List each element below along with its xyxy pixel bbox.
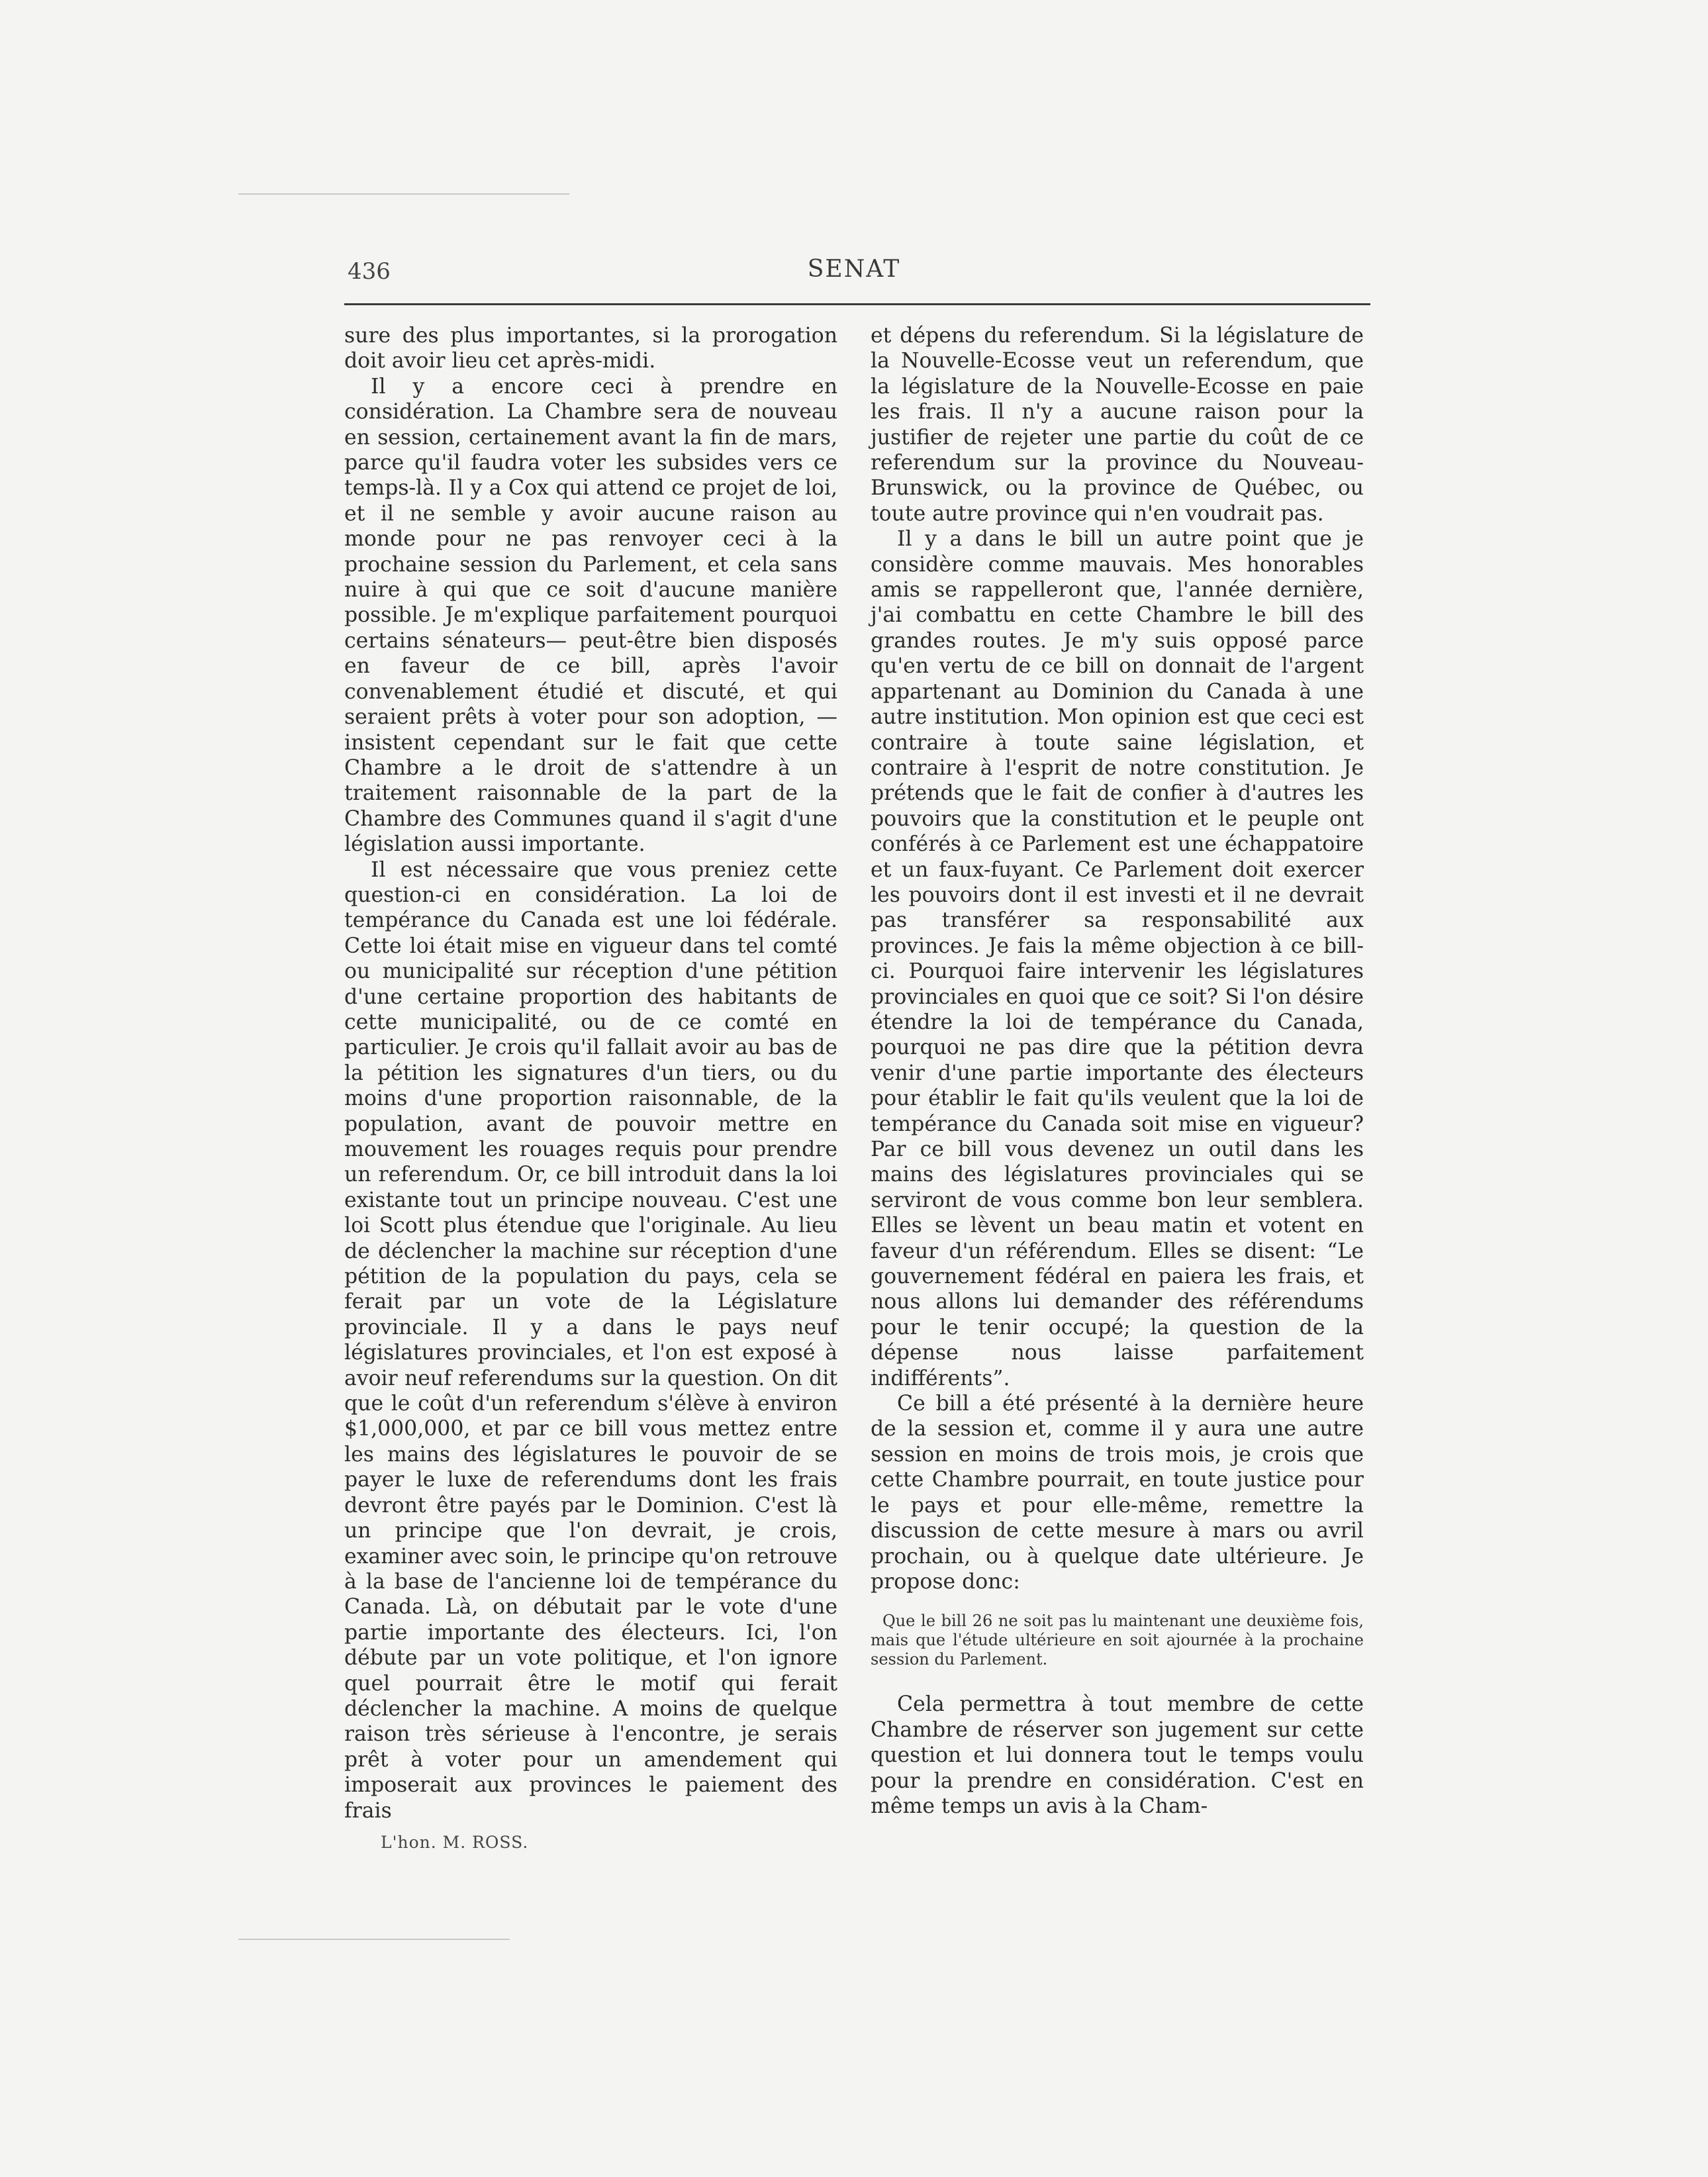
left-column	[344, 323, 837, 1823]
paragraph: Il est nécessaire que vous preniez cette question-ci en considération. La loi de tempérance du Canada est une loi fédérale. Cette loi était mise en vigueur dans tel comté ou municipalité sur réception d'une pétition d'une certaine proportion des habitants de cette municipalité, ou de ce comté en particulier. Je crois qu'il fallait avoir au bas de la pétition les signatures d'un tiers, ou du moins d'une proportion raisonnable, de la population, avant de pouvoir mettre en mouvement les rouages requis pour prendre un referendum. Or, ce bill introduit dans la loi existante tout un principe nouveau. C'est une loi Scott plus étendue que l'originale. Au lieu de déclencher la machine sur réception d'une pétition de la population du pays, cela se ferait par un vote de la Législature provinciale. Il y a dans le pays neuf législatures provinciales, et l'on est exposé à avoir neuf referendums sur la question. On dit que le coût d'un referendum s'élève à environ $1,000,000, et par ce bill vous mettez entre les mains des législatures le pouvoir de se payer le luxe de referendums dont les frais devront être payés par le Dominion. C'est là un principe que l'on devrait, je crois, examiner avec soin, le principe qu'on retrouve à la base de l'ancienne loi de tempérance du Canada. Là, on débutait par le vote d'une partie importante des électeurs. Ici, l'on débute par un vote politique, et l'on ignore quel pourrait être le motif qui ferait déclencher la machine. A moins de quelque raison très sérieuse à l'encontre, je serais prêt à voter pour un amendement qui imposerait aux provinces le paiement des frais	[344, 857, 837, 1823]
paragraph: et dépens du referendum. Si la législature de la Nouvelle-Ecosse veut un referendum, que la législature de la Nouvelle-Ecosse en paie les frais. Il n'y a aucune raison pour la justifier de rejeter une partie du coût de ce referendum sur la province du Nouveau-Brunswick, ou la province de Québec, ou toute autre province qui n'en voudrait pas.	[871, 324, 1364, 526]
scan-artifact-bottom	[238, 1939, 510, 1940]
scan-artifact-top	[238, 193, 569, 195]
page-number: 436	[348, 258, 391, 285]
motion-text: Que le bill 26 ne soit pas lu maintenant une deuxième fois, mais que l'étude ultérieure en soit ajournée à la prochaine session du Parlement.	[871, 1612, 1364, 1669]
header-rule	[344, 303, 1370, 305]
paragraph: Il y a encore ceci à prendre en considération. La Chambre sera de nouveau en session, certainement avant la fin de mars, parce qu'il faudra voter les subsides vers ce temps-là. Il y a Cox qui attend ce projet de loi, et il ne semble y avoir aucune raison au monde pour ne pas renvoyer ceci à la prochaine session du Parlement, et cela sans nuire à qui que ce soit d'aucune manière possible. Je m'explique parfaitement pourquoi certains sénateurs— peut-être bien disposés en faveur de ce bill, après l'avoir convenablement étudié et discuté, et qui seraient prêts à voter pour son adoption, — insistent cependant sur le fait que cette Chambre a le droit de s'attendre à un traitement raisonnable de la part de la Chambre des Communes quand il s'agit d'une législation aussi importante.	[344, 374, 837, 857]
paragraph: Il y a dans le bill un autre point que je considère comme mauvais. Mes honorables amis se rappelleront que, l'année dernière, j'ai combattu en cette Chambre le bill des grandes routes. Je m'y suis opposé parce qu'en vertu de ce bill on donnait de l'argent appartenant au Dominion du Canada à une autre institution. Mon opinion est que ceci est contraire à toute saine législation, et contraire à l'esprit de notre constitution. Je prétends que le fait de confier à d'autres les pouvoirs que la constitution et le peuple ont conférés à ce Parlement est une échappatoire et un faux-fuyant. Ce Parlement doit exercer les pouvoirs dont il est investi et il ne devrait pas transférer sa responsabilité aux provinces. Je fais la même objection à ce bill-ci. Pourquoi faire intervenir les législatures provinciales en quoi que ce soit? Si l'on désire étendre la loi de tempérance du Canada, pourquoi ne pas dire que la pétition devra venir d'une partie importante des électeurs pour établir le fait qu'ils veulent que la loi de tempérance du Canada soit mise en vigueur? Par ce bill vous devenez un outil dans les mains des législatures provinciales qui se serviront de vous comme bon leur semblera. Elles se lèvent un beau matin et votent en faveur d'un référendum. Elles se disent: “Le gouvernement fédéral en paiera les frais, et nous allons lui demander des référendums pour le tenir occupé; la question de la dépense nous laisse parfaitement indifférents”.	[871, 527, 1364, 1390]
right-column	[871, 323, 1364, 1819]
speaker-attribution-main: L'hon. M. ROSS.	[381, 1833, 529, 1852]
page-title: SENAT	[807, 256, 901, 283]
paragraph: Ce bill a été présenté à la dernière heure de la session et, comme il y aura une autre session en moins de trois mois, je crois que cette Chambre pourrait, en toute justice pour le pays et pour elle-même, remettre la discussion de cette mesure à mars ou avril prochain, ou à quelque date ultérieure. Je propose donc:	[871, 1392, 1364, 1594]
paragraph: sure des plus importantes, si la prorogation doit avoir lieu cet après-midi.	[344, 324, 837, 373]
paragraph: Cela permettra à tout membre de cette Chambre de réserver son jugement sur cette question et lui donnera tout le temps voulu pour la prendre en considération. C'est en même temps un avis à la Cham-	[871, 1692, 1364, 1818]
